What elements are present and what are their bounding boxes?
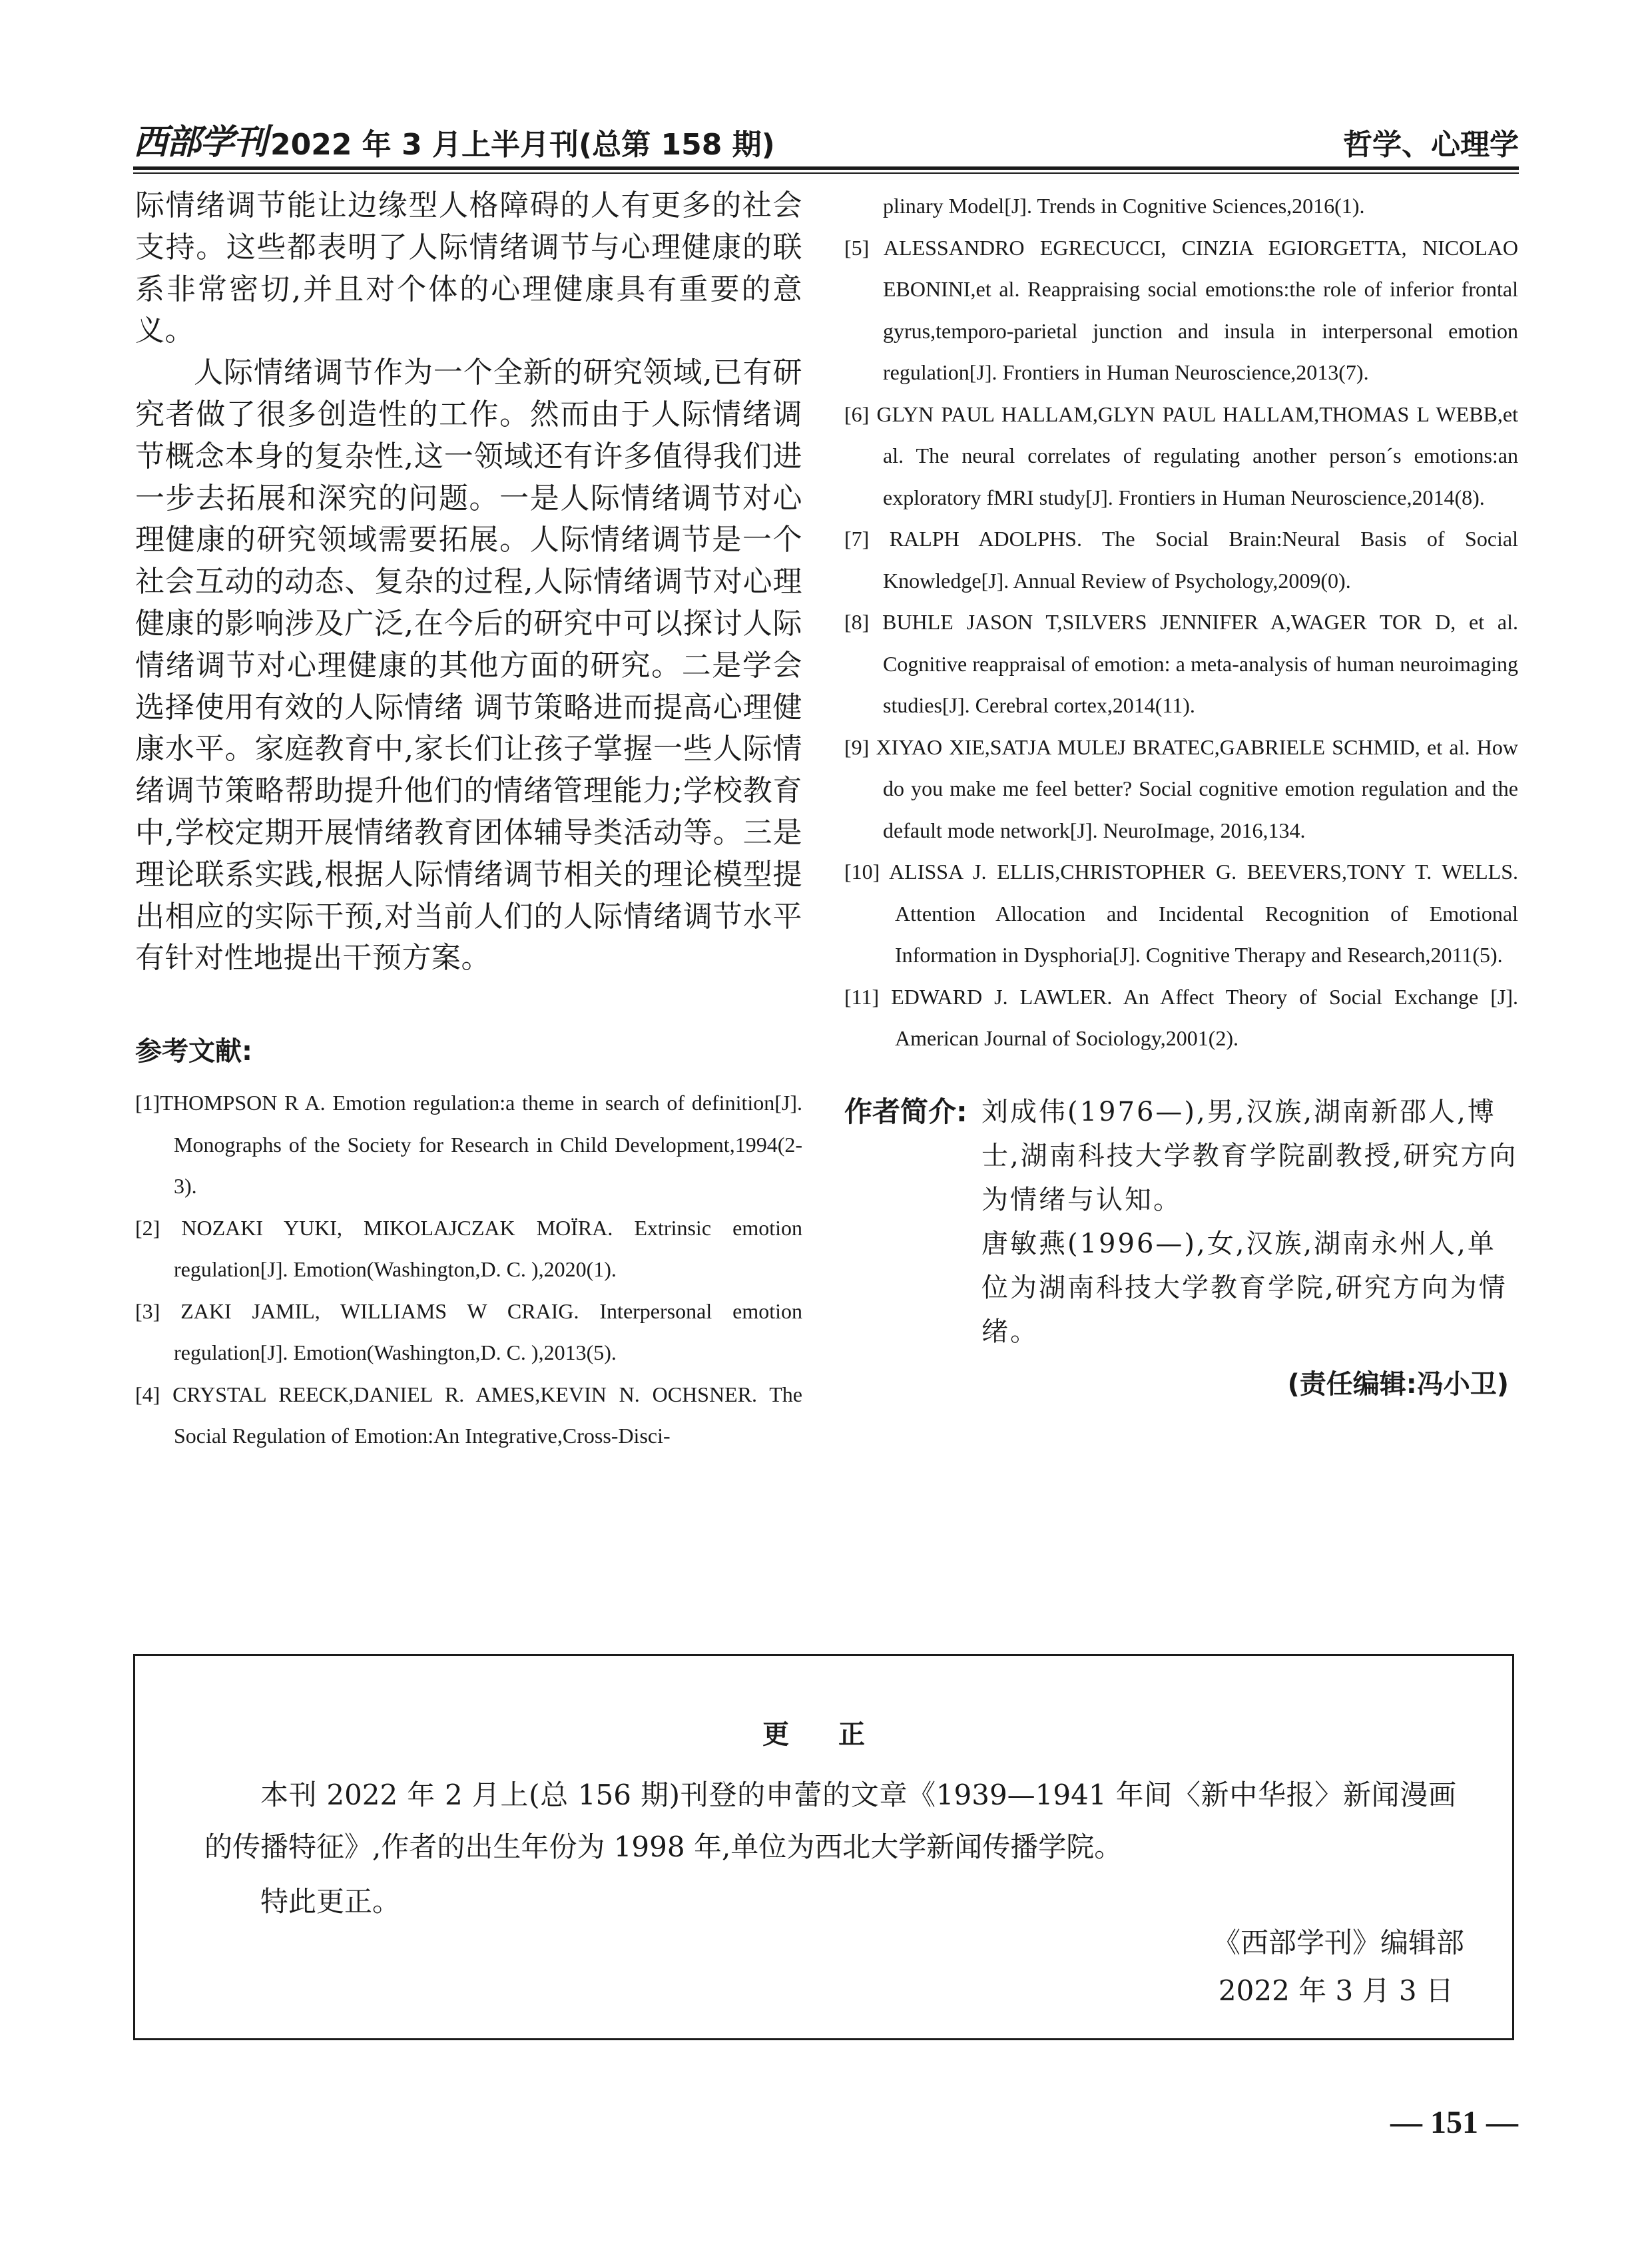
journal-masthead [133,122,775,162]
erratum-note: 特此更正。 [260,1885,401,1918]
issue-info: 2022 年 3 月上半月刊(总第 158 期) [270,128,775,162]
author-bio-label: 作者简介: [844,1095,967,1128]
author-bio-1: 刘成伟(1976—),男,汉族,湖南新邵人,博士,湖南科技大学教育学院副教授,研究方向为情绪与认知。 [981,1096,1518,1215]
reference-item: [11] EDWARD J. LAWLER. An Affect Theory of Social Exchange [J]. American Journal of Sociology,2001(2). [844,984,1518,1050]
reference-item: [3] ZAKI JAMIL, WILLIAMS W CRAIG. Interpersonal emotion regulation[J]. Emotion(Washington,D. C. ),2013(5). [135,1298,802,1365]
page-number: — 151 — [1390,2105,1518,2140]
erratum-title: 更 正 [762,1719,885,1750]
body-paragraph: 人际情绪调节作为一个全新的研究领域,已有研究者做了很多创造性的工作。然而由于人际情绪调节概念本身的复杂性,这一领域还有许多值得我们进一步去拓展和深究的问题。一是人际情绪调节对心理健康的研究领域需要拓展。人际情绪调节是一个社会互动的动态、复杂的过程,人际情绪调节对心理健康的影响涉及广泛,在今后的研究中可以探讨人际情绪调节对心理健康的其他方面的研究。二是学会选择使用有效的人际情绪 调节策略进而提高心理健康水平。家庭教育中,家长们让孩子掌握一些人际情绪调节策略帮助提升他们的情绪管理能力;学校教育中,学校定期开展情绪教育团体辅导类活动等。三是理论联系实践,根据人际情绪调节相关的理论模型提出相应的实际干预,对当前人们的人际情绪调节水平有针对性地提出干预方案。 [135,356,802,976]
body-paragraph: 际情绪调节能让边缘型人格障碍的人有更多的社会支持。这些都表明了人际情绪调节与心理健康的联系非常密切,并且对个体的心理健康具有重要的意义。 [135,188,803,348]
reference-item: [5] ALESSANDRO EGRECUCCI, CINZIA EGIORGETTA, NICOLAO EBONINI,et al. Reappraising social emotions:the role of inferior frontal gyrus,temporo-parietal junction and insula in interpersonal emotion regulation[J]. Frontiers in Human Neuroscience,2013(7). [844,235,1518,384]
reference-continuation: plinary Model[J]. Trends in Cognitive Sciences,2016(1). [883,194,1365,218]
erratum-body: 本刊 2022 年 2 月上(总 156 期)刊登的申蕾的文章《1939—1941 年间〈新中华报〉新闻漫画的传播特征》,作者的出生年份为 1998 年,单位为西北大学新闻传播学院。 [204,1779,1456,1863]
responsible-editor: (责任编辑:冯小卫) [1287,1368,1509,1400]
reference-item: [10] ALISSA J. ELLIS,CHRISTOPHER G. BEEVERS,TONY T. WELLS. Attention Allocation and Incidental Recognition of Emotional Information in Dysphoria[J]. Cognitive Therapy and Research,2011(5). [844,860,1518,967]
section-title: 哲学、心理学 [1343,128,1519,162]
journal-logo: 西部学刊 [133,122,267,162]
left-column [135,185,802,1457]
erratum-signature: 《西部学刊》编辑部 [1212,1926,1464,1959]
header-rule-thin [133,172,1519,174]
right-column [844,185,1518,1401]
author-bio-2: 唐敏燕(1996—),女,汉族,湖南永州人,单位为湖南科技大学教育学院,研究方向为情绪。 [981,1228,1508,1347]
erratum-box [133,1654,1514,2040]
reference-item: [7] RALPH ADOLPHS. The Social Brain:Neural Basis of Social Knowledge[J]. Annual Review of Psychology,2009(0). [844,527,1518,593]
author-bio [844,1090,1518,1354]
reference-item: [6] GLYN PAUL HALLAM,GLYN PAUL HALLAM,THOMAS L WEBB,et al. The neural correlates of regulating another person´s emotions:an exploratory fMRI study[J]. Frontiers in Human Neuroscience,2014(8). [844,402,1518,509]
page-header [133,107,1519,160]
reference-item: [8] BUHLE JASON T,SILVERS JENNIFER A,WAGER TOR D, et al. Cognitive reappraisal of emotion: a meta-analysis of human neuroimaging studies[J]. Cerebral cortex,2014(11). [844,610,1518,717]
erratum-date: 2022 年 3 月 3 日 [1218,1974,1454,2007]
reference-item: [2] NOZAKI YUKI, MIKOLAJCZAK MOÏRA. Extrinsic emotion regulation[J]. Emotion(Washington,D. C. ),2020(1). [135,1215,802,1282]
references-heading: 参考文献: [135,1036,252,1067]
reference-item: [9] XIYAO XIE,SATJA MULEJ BRATEC,GABRIELE SCHMID, et al. How do you make me feel better? Social cognitive emotion regulation and the default mode network[J]. NeuroImage, 2016,134. [844,734,1518,842]
header-rule [133,166,1519,170]
reference-item: [4] CRYSTAL REECK,DANIEL R. AMES,KEVIN N. OCHSNER. The Social Regulation of Emotion:An Integrative,Cross-Disci- [135,1382,802,1448]
reference-item: [1]THOMPSON R A. Emotion regulation:a theme in search of definition[J]. Monographs of the Society for Research in Child Development,1994(2-3). [135,1091,802,1199]
